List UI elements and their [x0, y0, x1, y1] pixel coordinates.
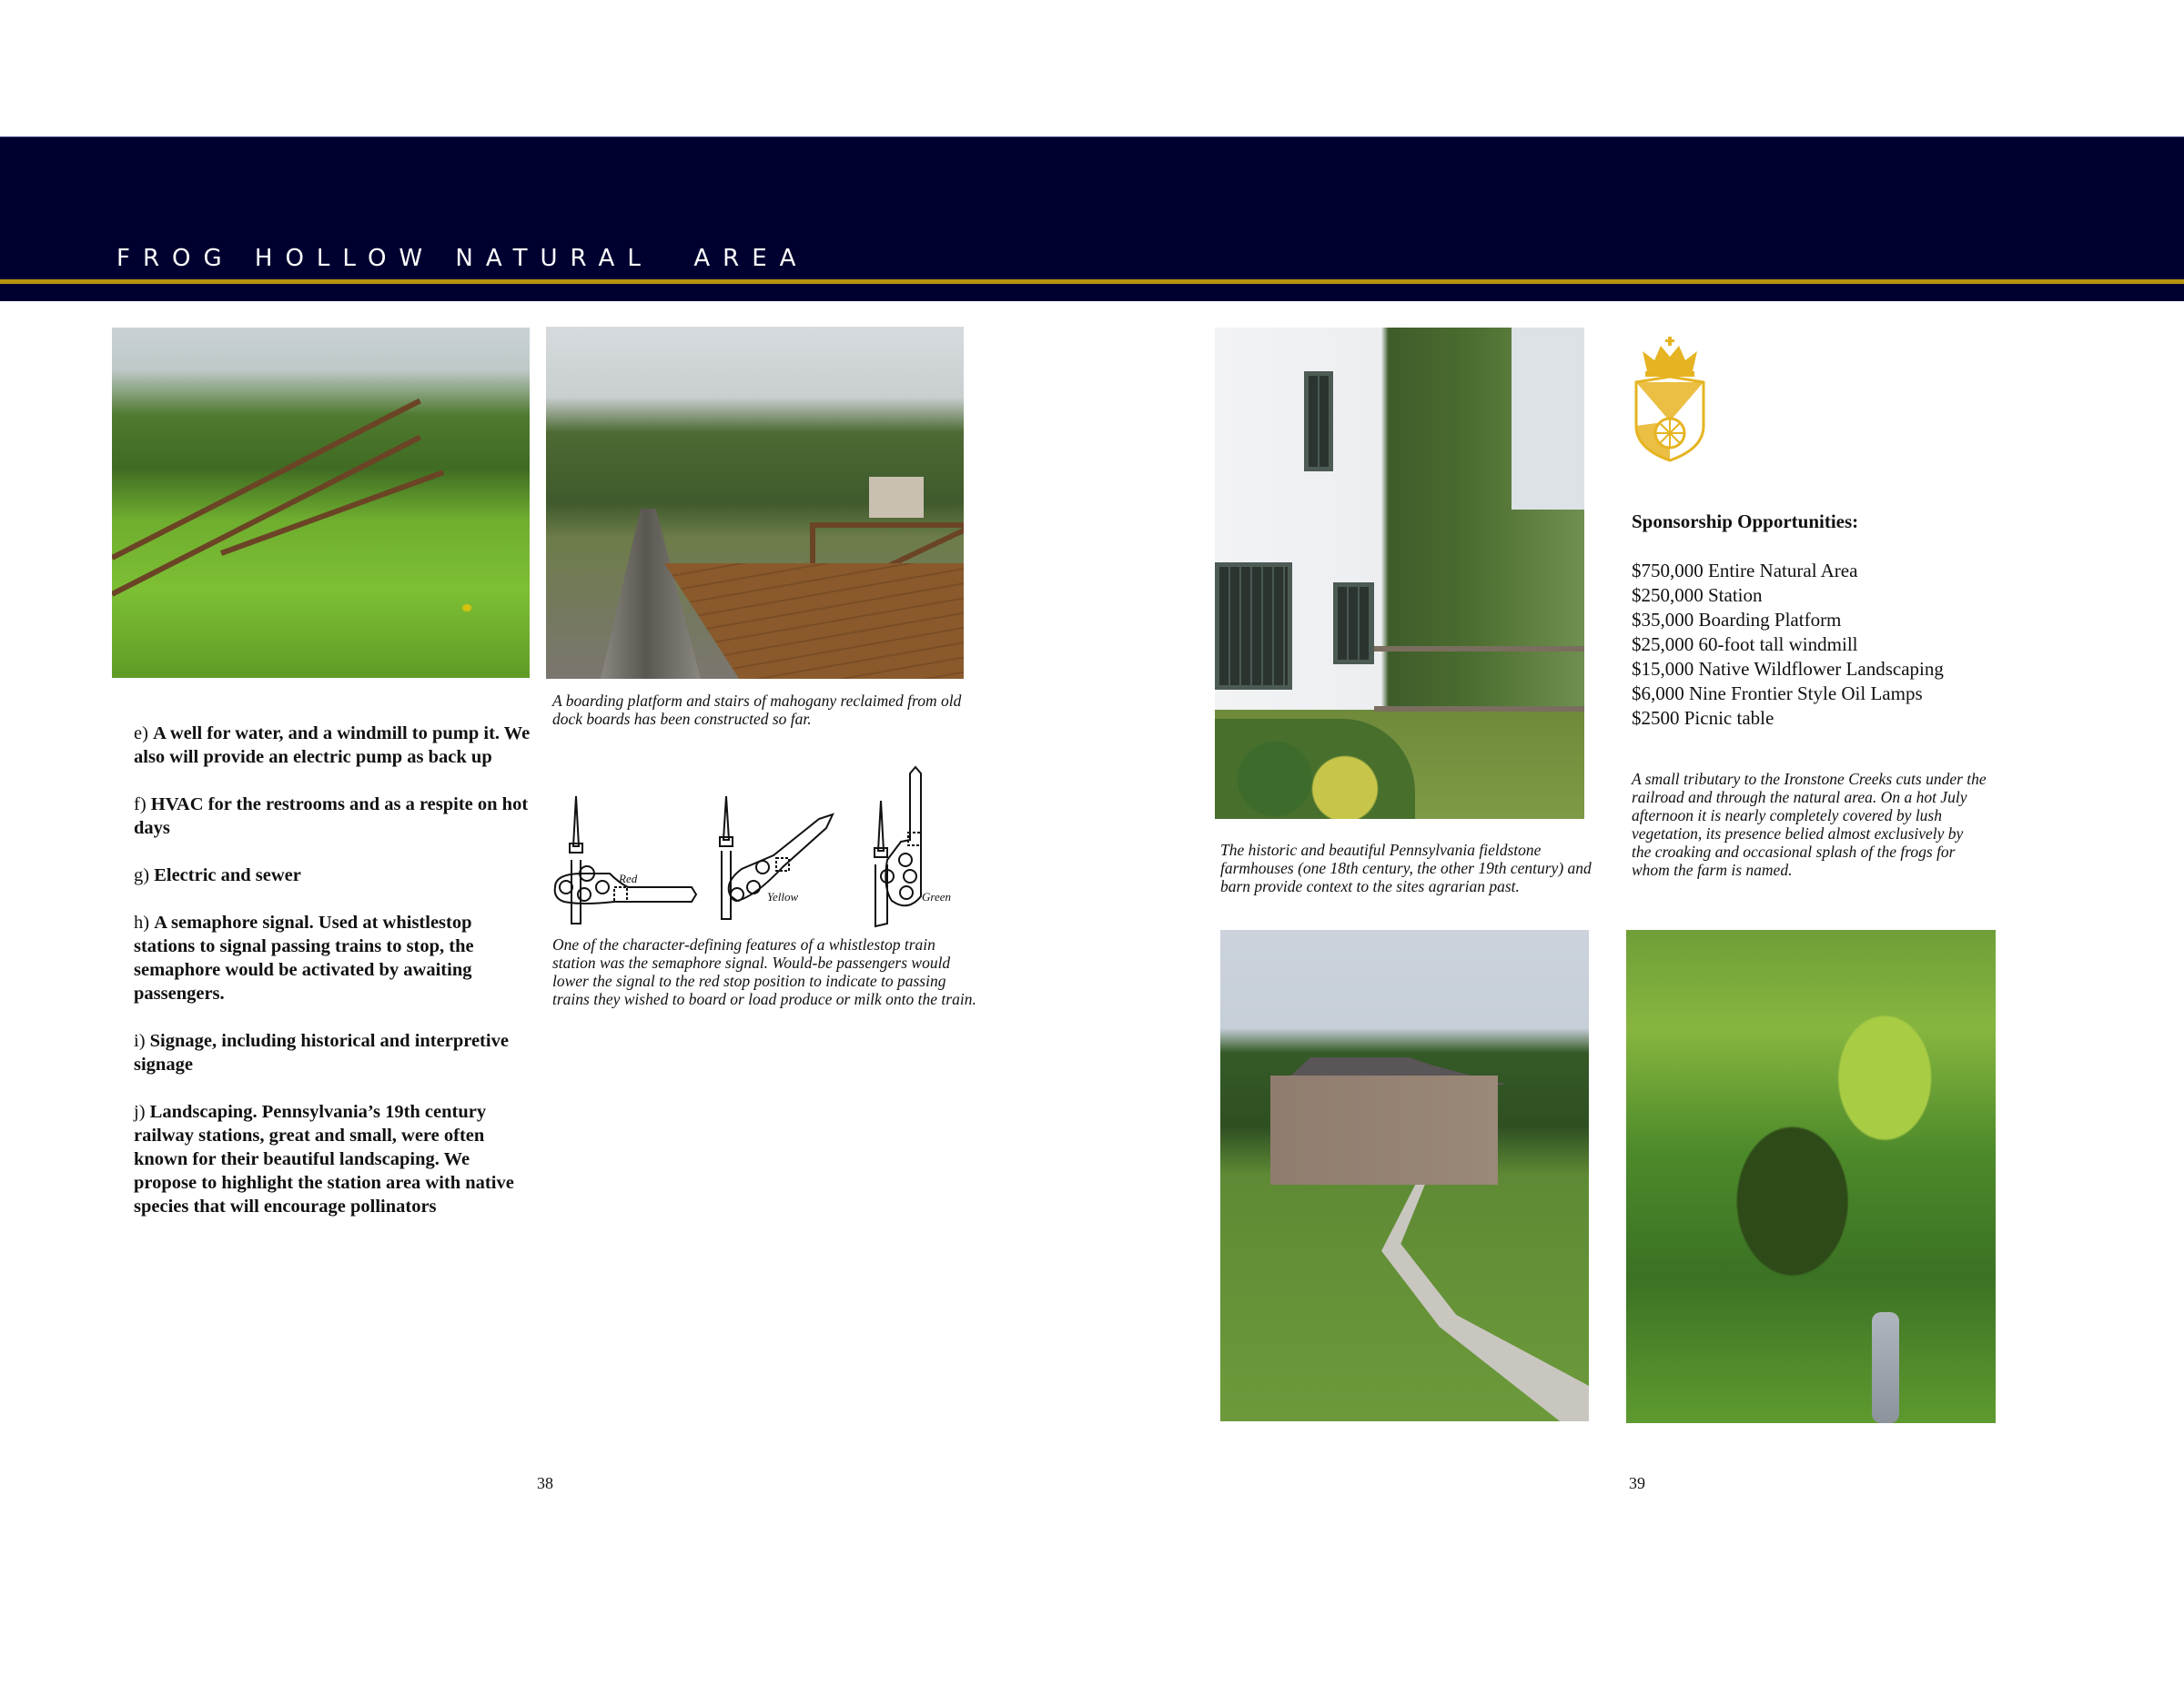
sponsorship-item: $6,000 Nine Frontier Style Oil Lamps [1632, 682, 1923, 704]
page-number-right: 39 [1629, 1474, 1645, 1492]
amenities-list [134, 722, 534, 1242]
barn-photo [1215, 328, 1584, 819]
semaphore-green-position [875, 767, 921, 926]
svg-text:Green: Green [922, 890, 952, 904]
list-item: j) Landscaping. Pennsylvania’s 19th century railway stations, great and small, were often known for their beautiful landscaping. We propose to highlight the station area with native species that will encourage pollinators [134, 1102, 514, 1217]
gold-divider-rule [0, 279, 2184, 284]
creek-caption: A small tributary to the Ironstone Creeks cuts under the railroad and through the natural area. On a hot July afternoon it is nearly completely covered by lush vegetation, its presence belied almost exclusively by the croaking and occasional splash of the frogs for whom the farm is named. [1632, 770, 1987, 879]
sponsorship-item: $2500 Picnic table [1632, 707, 1774, 729]
barn-window [1304, 371, 1333, 471]
list-item: g) Electric and sewer [134, 865, 301, 885]
sponsorship-item: $250,000 Station [1632, 584, 1763, 606]
sponsorship-heading: Sponsorship Opportunities: [1632, 510, 1859, 532]
list-item: e) A well for water, and a windmill to pump it. We also will provide an electric pump as back up [134, 723, 531, 767]
platform-photo [546, 327, 964, 679]
sponsorship-item: $25,000 60-foot tall windmill [1632, 633, 1858, 655]
sponsorship-block [1632, 510, 2014, 731]
farmhouse-caption: The historic and beautiful Pennsylvania fieldstone farmhouses (one 18th century, the other 19th century) and barn provide context to the sites agrarian past. [1220, 841, 1592, 895]
stairs-photo [112, 328, 530, 678]
svg-text:Yellow: Yellow [767, 890, 799, 904]
list-item: f) HVAC for the restrooms and as a respite on hot days [134, 794, 529, 838]
section-title: FROG HOLLOW NATURAL AREA [116, 245, 809, 272]
creek-photo [1626, 930, 1996, 1423]
semaphore-caption: One of the character-defining features of a whistlestop train station was the semaphore signal. Would-be passengers would lower the signal to the red stop position to indicate to passing trains they wished to board or load produce or milk onto the train. [552, 935, 976, 1008]
page-number-left: 38 [537, 1474, 553, 1492]
stone-farmhouse [1270, 1076, 1498, 1185]
list-item: h) A semaphore signal. Used at whistlestop stations to signal passing trains to stop, the semaphore would be activated by awaiting passengers. [134, 913, 474, 1004]
svg-text:Red: Red [619, 872, 638, 885]
farmhouse-photo [1220, 930, 1589, 1421]
sponsorship-item: $35,000 Boarding Platform [1632, 609, 1842, 631]
crest-logo-icon [1629, 335, 1711, 462]
sky [1512, 328, 1584, 510]
semaphore-red-position [555, 796, 696, 924]
distant-house [869, 477, 924, 518]
sponsorship-item: $15,000 Native Wildflower Landscaping [1632, 658, 1944, 680]
list-item: i) Signage, including historical and interpretive signage [134, 1031, 509, 1075]
split-rail-fence [1374, 646, 1584, 712]
barn-window [1333, 582, 1374, 664]
stair-railing [112, 435, 421, 597]
boarding-platform [664, 563, 964, 679]
curving-path [1348, 1185, 1589, 1421]
hosta-bed [1215, 719, 1415, 819]
semaphore-signal-diagram [546, 760, 965, 933]
creek-water [1872, 1312, 1899, 1423]
platform-caption: A boarding platform and stairs of mahogany reclaimed from old dock boards has been constructed so far. [552, 692, 962, 728]
sponsorship-item: $750,000 Entire Natural Area [1632, 560, 1858, 581]
barn-window [1215, 562, 1292, 690]
header-banner [0, 136, 2184, 301]
